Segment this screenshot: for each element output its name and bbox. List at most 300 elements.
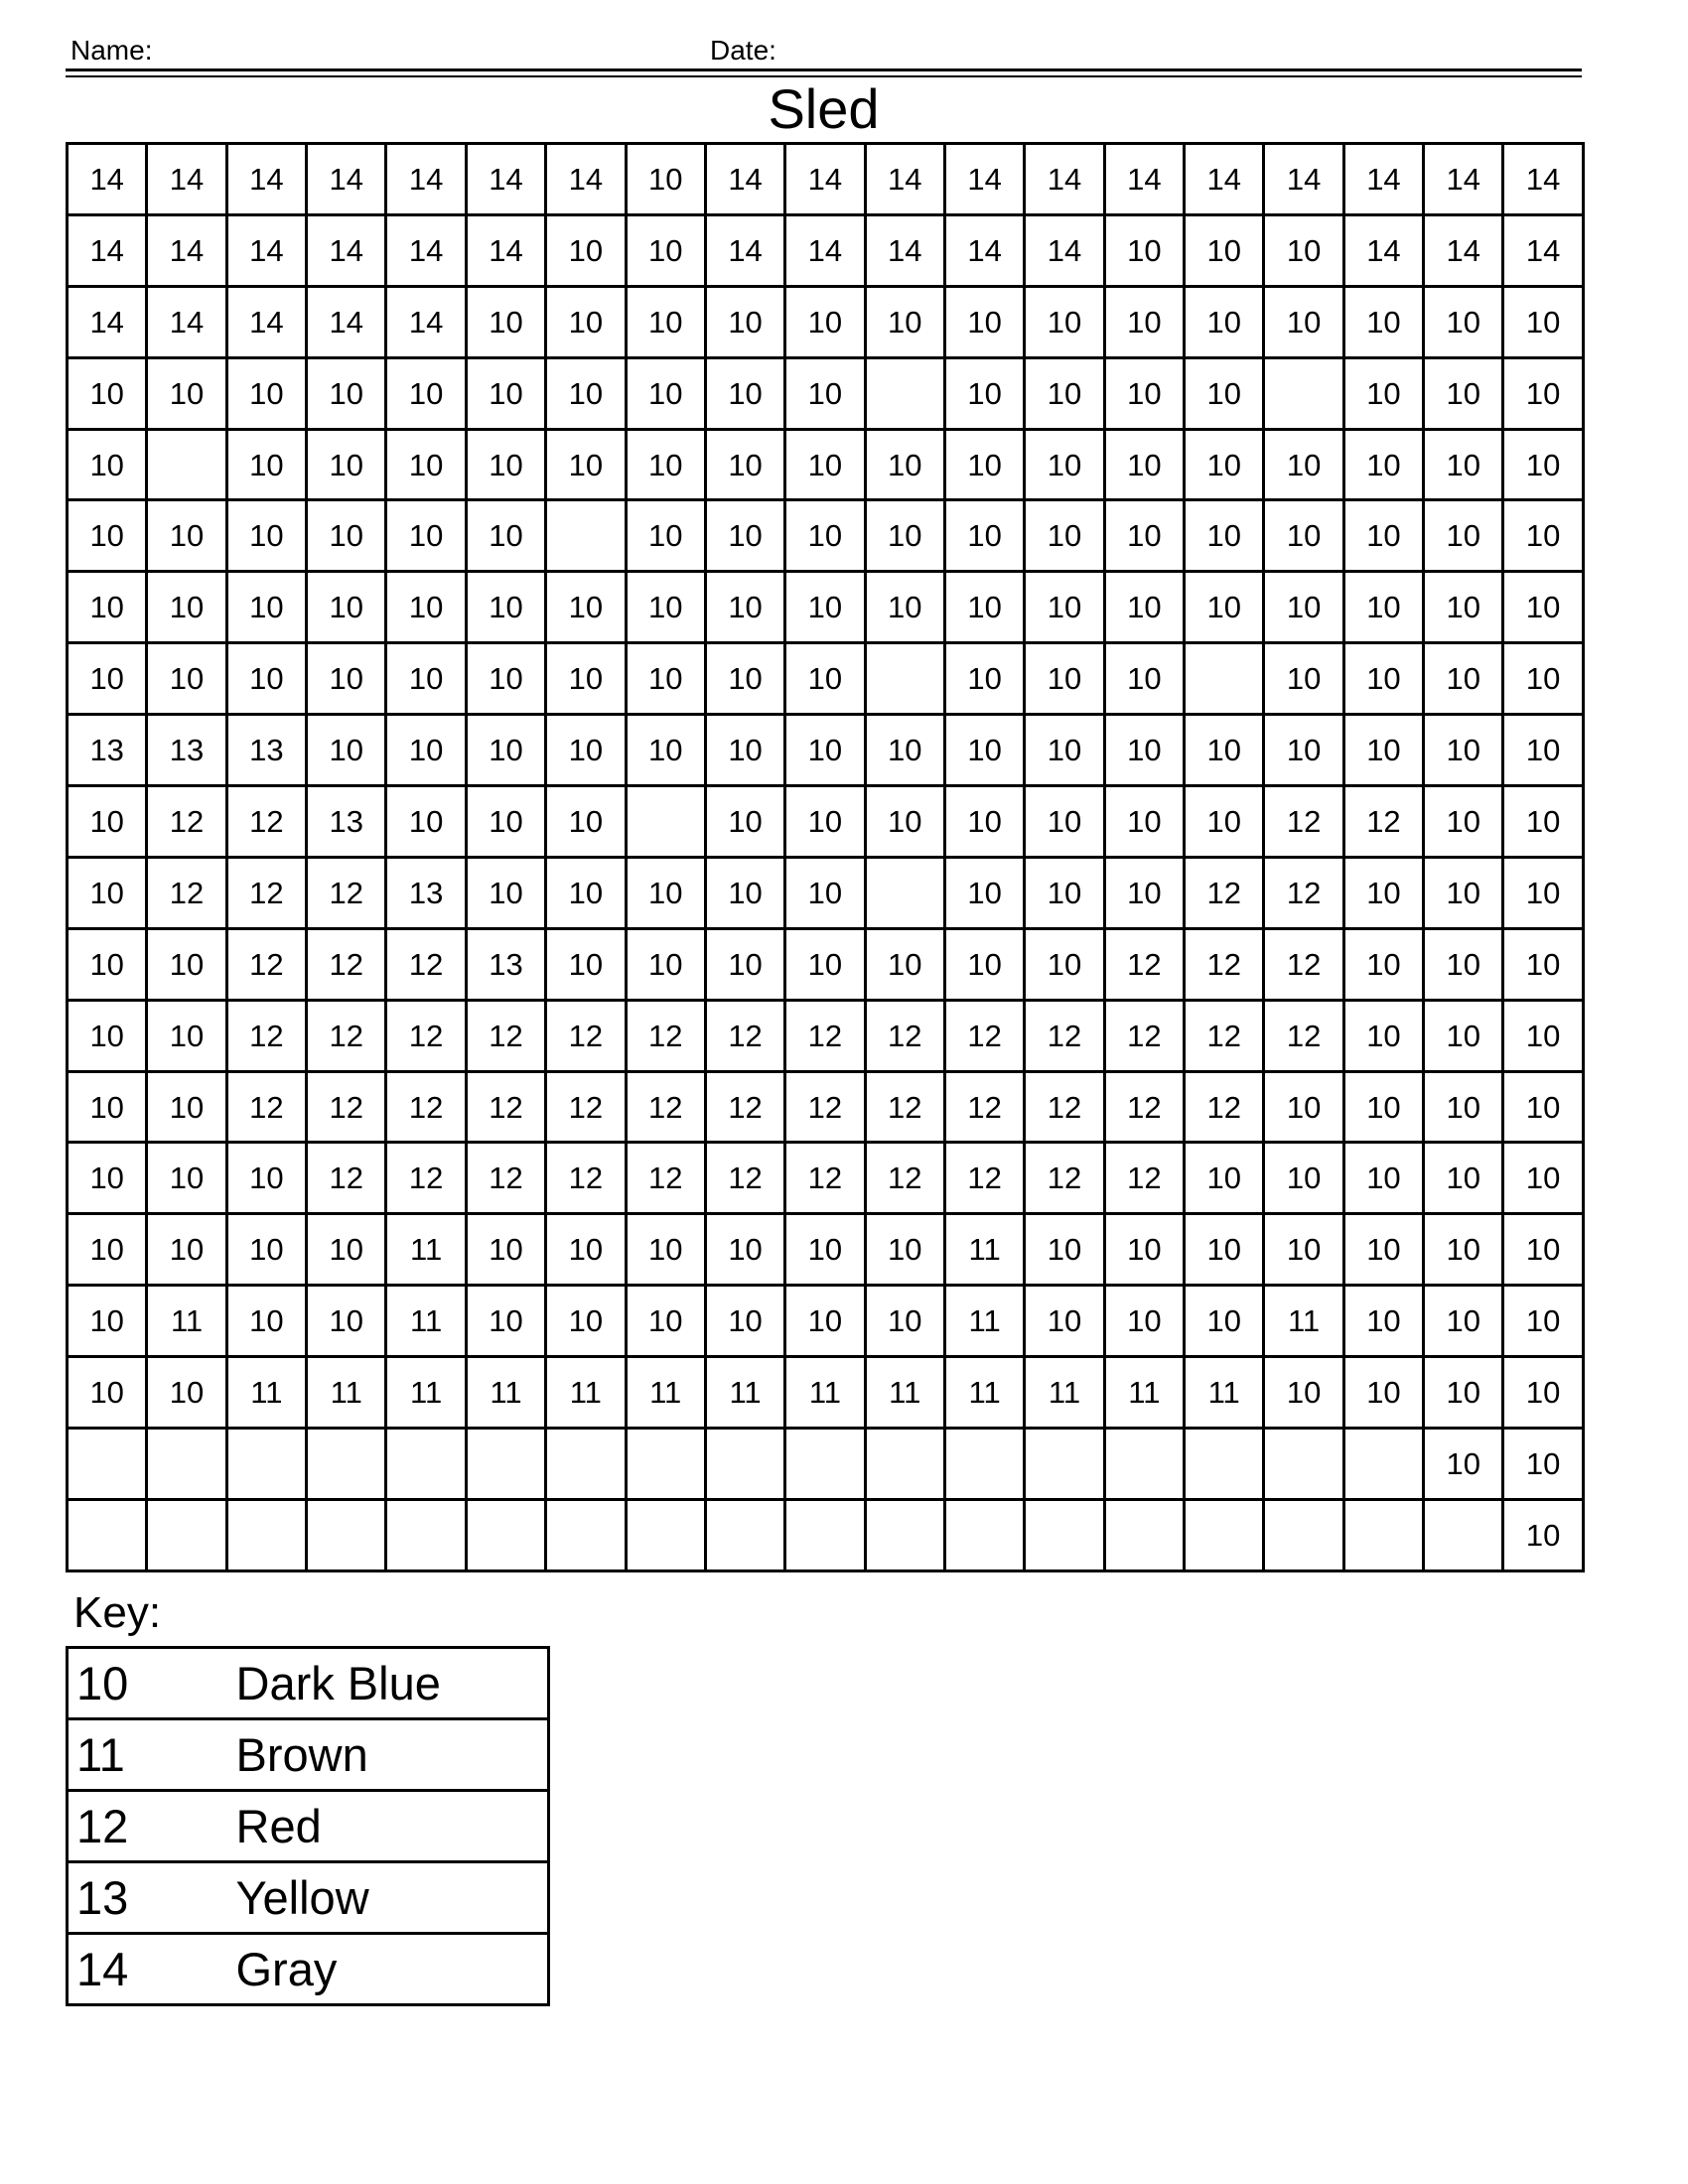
grid-cell (307, 1499, 386, 1570)
grid-cell: 12 (1343, 786, 1423, 858)
grid-cell: 10 (466, 715, 545, 786)
grid-cell: 10 (226, 429, 306, 500)
grid-cell: 12 (226, 1071, 306, 1143)
grid-cell: 10 (865, 286, 944, 357)
grid-cell: 10 (68, 572, 147, 643)
grid-cell: 10 (386, 429, 466, 500)
grid-row (68, 857, 1584, 928)
grid-cell: 14 (226, 214, 306, 286)
grid-cell: 14 (307, 214, 386, 286)
grid-cell: 10 (226, 1214, 306, 1286)
grid-cell: 10 (1503, 1143, 1583, 1214)
grid-cell (705, 1429, 784, 1500)
grid-cell: 10 (1025, 715, 1104, 786)
grid-cell (226, 1429, 306, 1500)
grid-cell: 10 (785, 1286, 865, 1357)
grid-row (68, 715, 1584, 786)
grid-cell: 14 (865, 144, 944, 215)
grid-cell: 10 (546, 214, 626, 286)
grid-cell: 10 (1104, 500, 1184, 572)
grid-cell: 14 (466, 144, 545, 215)
grid-cell: 14 (865, 214, 944, 286)
grid-cell: 10 (705, 572, 784, 643)
grid-cell: 10 (1104, 857, 1184, 928)
grid-cell: 10 (147, 1357, 226, 1429)
grid-cell: 13 (147, 715, 226, 786)
grid-cell: 10 (147, 1143, 226, 1214)
grid-cell: 10 (1424, 286, 1503, 357)
grid-cell: 10 (705, 786, 784, 858)
header-rule-top (66, 68, 1582, 71)
grid-cell (546, 1429, 626, 1500)
grid-cell: 10 (1343, 1357, 1423, 1429)
grid-cell: 10 (1424, 1143, 1503, 1214)
grid-cell: 10 (1343, 643, 1423, 715)
grid-cell: 10 (1503, 1357, 1583, 1429)
key-color-name: Red (236, 1791, 549, 1862)
grid-row (68, 1499, 1584, 1570)
grid-cell: 12 (1104, 1143, 1184, 1214)
grid-cell (147, 1429, 226, 1500)
grid-cell: 10 (1264, 1071, 1343, 1143)
grid-cell: 12 (865, 1071, 944, 1143)
grid-cell: 10 (944, 715, 1024, 786)
key-number: 10 (68, 1648, 236, 1719)
grid-cell: 14 (466, 214, 545, 286)
grid-cell: 10 (1264, 643, 1343, 715)
grid-cell: 10 (1264, 286, 1343, 357)
grid-cell: 12 (785, 1143, 865, 1214)
grid-cell: 12 (865, 1000, 944, 1071)
grid-cell: 10 (1264, 1357, 1343, 1429)
grid-cell: 10 (1503, 286, 1583, 357)
grid-cell: 10 (147, 643, 226, 715)
grid-cell: 10 (546, 715, 626, 786)
grid-cell: 10 (68, 786, 147, 858)
grid-cell: 13 (307, 786, 386, 858)
grid-cell: 14 (1264, 144, 1343, 215)
grid-cell: 10 (226, 643, 306, 715)
grid-row (68, 286, 1584, 357)
grid-cell: 10 (944, 857, 1024, 928)
grid-row (68, 786, 1584, 858)
grid-cell: 10 (785, 643, 865, 715)
grid-cell: 10 (1424, 429, 1503, 500)
grid-cell: 10 (1104, 643, 1184, 715)
grid-cell: 12 (307, 1000, 386, 1071)
grid-cell: 10 (1104, 715, 1184, 786)
grid-cell: 12 (1025, 1143, 1104, 1214)
grid-cell: 12 (226, 1000, 306, 1071)
grid-cell: 10 (705, 500, 784, 572)
grid-cell: 10 (1503, 1286, 1583, 1357)
grid-cell: 10 (705, 1214, 784, 1286)
grid-cell: 10 (1025, 786, 1104, 858)
grid-cell: 10 (68, 857, 147, 928)
grid-cell: 10 (705, 357, 784, 429)
grid-cell: 14 (1424, 214, 1503, 286)
grid-cell: 10 (1424, 357, 1503, 429)
grid-cell: 10 (944, 643, 1024, 715)
grid-cell: 10 (1025, 857, 1104, 928)
grid-row (68, 1286, 1584, 1357)
grid-cell (1185, 1499, 1264, 1570)
grid-cell (68, 1429, 147, 1500)
grid-cell: 10 (785, 715, 865, 786)
grid-cell: 10 (1185, 286, 1264, 357)
grid-cell: 11 (147, 1286, 226, 1357)
key-color-name: Brown (236, 1719, 549, 1791)
grid-cell: 10 (68, 928, 147, 1000)
grid-cell: 12 (785, 1071, 865, 1143)
grid-cell: 11 (1104, 1357, 1184, 1429)
grid-cell: 10 (68, 1214, 147, 1286)
grid-cell: 10 (1025, 1214, 1104, 1286)
grid-cell (865, 857, 944, 928)
grid-cell: 10 (865, 1214, 944, 1286)
grid-cell: 11 (386, 1214, 466, 1286)
grid-cell: 10 (226, 1286, 306, 1357)
grid-cell: 10 (1104, 286, 1184, 357)
grid-cell: 10 (1503, 1429, 1583, 1500)
grid-cell: 14 (147, 286, 226, 357)
grid-cell: 10 (705, 429, 784, 500)
grid-cell: 12 (626, 1000, 705, 1071)
grid-cell: 10 (1503, 643, 1583, 715)
grid-cell: 10 (307, 715, 386, 786)
grid-cell: 10 (1025, 572, 1104, 643)
grid-cell: 10 (944, 429, 1024, 500)
grid-cell (68, 1499, 147, 1570)
grid-cell: 14 (944, 214, 1024, 286)
grid-cell: 10 (1503, 357, 1583, 429)
grid-row (68, 144, 1584, 215)
key-row (68, 1719, 549, 1791)
grid-cell: 10 (1104, 357, 1184, 429)
grid-cell: 12 (1185, 1000, 1264, 1071)
grid-cell: 10 (147, 928, 226, 1000)
grid-cell (1185, 1429, 1264, 1500)
grid-cell: 10 (1503, 857, 1583, 928)
grid-cell: 10 (1424, 643, 1503, 715)
grid-cell: 10 (226, 500, 306, 572)
grid-cell: 12 (307, 857, 386, 928)
grid-cell: 11 (705, 1357, 784, 1429)
key-row (68, 1934, 549, 2005)
grid-cell: 10 (466, 786, 545, 858)
grid-cell: 10 (1025, 500, 1104, 572)
grid-cell: 10 (68, 1071, 147, 1143)
grid-row (68, 643, 1584, 715)
grid-cell: 12 (226, 928, 306, 1000)
grid-cell: 10 (1025, 357, 1104, 429)
grid-cell: 13 (68, 715, 147, 786)
grid-cell: 11 (226, 1357, 306, 1429)
grid-cell: 10 (1503, 500, 1583, 572)
grid-cell: 10 (466, 857, 545, 928)
grid-cell: 10 (1343, 500, 1423, 572)
grid-cell: 12 (1104, 1071, 1184, 1143)
grid-cell: 12 (226, 857, 306, 928)
grid-cell: 12 (1025, 1071, 1104, 1143)
grid-cell: 10 (1503, 928, 1583, 1000)
grid-cell: 12 (1264, 786, 1343, 858)
grid-cell: 11 (466, 1357, 545, 1429)
grid-row (68, 429, 1584, 500)
grid-cell: 14 (307, 286, 386, 357)
grid-cell: 10 (307, 357, 386, 429)
grid-cell: 11 (1025, 1357, 1104, 1429)
grid-cell: 14 (785, 144, 865, 215)
grid-cell: 10 (1025, 1286, 1104, 1357)
grid-cell: 10 (1104, 214, 1184, 286)
grid-cell: 10 (785, 500, 865, 572)
grid-cell: 10 (307, 1214, 386, 1286)
grid-cell: 10 (147, 1214, 226, 1286)
grid-cell: 10 (466, 1214, 545, 1286)
key-title: Key: (73, 1588, 162, 1637)
grid-cell: 10 (386, 786, 466, 858)
grid-cell: 12 (705, 1000, 784, 1071)
grid-cell: 12 (1104, 1000, 1184, 1071)
grid-cell: 10 (466, 643, 545, 715)
grid-cell: 10 (1503, 715, 1583, 786)
grid-cell: 10 (307, 500, 386, 572)
grid-cell: 10 (307, 572, 386, 643)
grid-cell: 14 (546, 144, 626, 215)
grid-cell: 14 (944, 144, 1024, 215)
grid-cell: 10 (1343, 857, 1423, 928)
grid-cell: 10 (466, 1286, 545, 1357)
grid-cell: 10 (546, 357, 626, 429)
grid-cell: 14 (1343, 214, 1423, 286)
grid-cell (386, 1429, 466, 1500)
grid-cell: 10 (865, 786, 944, 858)
grid-cell: 10 (1343, 715, 1423, 786)
grid-cell: 10 (626, 1286, 705, 1357)
grid-cell: 10 (1185, 1286, 1264, 1357)
grid-cell: 10 (1025, 928, 1104, 1000)
grid-cell: 10 (546, 1214, 626, 1286)
grid-cell: 10 (1424, 1286, 1503, 1357)
grid-cell: 14 (386, 214, 466, 286)
grid-row (68, 1071, 1584, 1143)
grid-cell: 10 (1025, 429, 1104, 500)
grid-cell: 12 (705, 1071, 784, 1143)
grid-cell: 11 (865, 1357, 944, 1429)
grid-cell: 10 (68, 357, 147, 429)
grid-cell: 10 (1185, 214, 1264, 286)
grid-cell: 12 (466, 1000, 545, 1071)
grid-cell: 10 (1104, 1214, 1184, 1286)
grid-cell: 10 (705, 715, 784, 786)
grid-cell: 14 (705, 144, 784, 215)
grid-cell: 10 (1185, 1214, 1264, 1286)
grid-cell: 11 (386, 1357, 466, 1429)
grid-cell: 10 (546, 643, 626, 715)
grid-cell: 10 (865, 429, 944, 500)
grid-cell (865, 357, 944, 429)
grid-cell: 12 (386, 1071, 466, 1143)
grid-cell: 10 (1343, 1071, 1423, 1143)
grid-cell: 14 (1424, 144, 1503, 215)
grid-cell: 10 (1185, 357, 1264, 429)
date-label: Date: (710, 35, 776, 66)
grid-cell: 10 (1424, 572, 1503, 643)
grid-cell: 10 (1264, 214, 1343, 286)
grid-cell: 10 (226, 1143, 306, 1214)
grid-cell: 10 (1185, 1143, 1264, 1214)
grid-cell: 14 (147, 144, 226, 215)
grid-cell: 14 (226, 286, 306, 357)
grid-cell: 14 (386, 286, 466, 357)
grid-cell: 10 (944, 357, 1024, 429)
grid-cell: 12 (705, 1143, 784, 1214)
grid-cell (1343, 1499, 1423, 1570)
grid-cell: 10 (944, 572, 1024, 643)
grid-cell: 10 (944, 786, 1024, 858)
grid-cell (546, 1499, 626, 1570)
key-color-name: Gray (236, 1934, 549, 2005)
key-number: 14 (68, 1934, 236, 2005)
grid-cell: 12 (865, 1143, 944, 1214)
grid-cell: 10 (466, 286, 545, 357)
grid-cell: 10 (1503, 1499, 1583, 1570)
grid-cell: 12 (944, 1143, 1024, 1214)
grid-cell: 12 (147, 857, 226, 928)
grid-cell: 12 (944, 1071, 1024, 1143)
grid-cell: 10 (626, 715, 705, 786)
grid-cell: 10 (386, 357, 466, 429)
grid-row (68, 572, 1584, 643)
grid-cell: 10 (626, 286, 705, 357)
grid-cell: 10 (1424, 1214, 1503, 1286)
grid-cell: 10 (1185, 715, 1264, 786)
grid-cell: 10 (1503, 572, 1583, 643)
grid-cell: 12 (546, 1143, 626, 1214)
grid-cell: 14 (386, 144, 466, 215)
grid-cell: 12 (546, 1000, 626, 1071)
grid-cell: 14 (1185, 144, 1264, 215)
grid-cell: 10 (626, 572, 705, 643)
grid-cell: 11 (386, 1286, 466, 1357)
grid-cell: 14 (1025, 144, 1104, 215)
grid-cell: 10 (1424, 1429, 1503, 1500)
grid-cell: 10 (147, 572, 226, 643)
grid-cell: 10 (226, 572, 306, 643)
grid-cell: 10 (546, 572, 626, 643)
grid-cell: 14 (68, 144, 147, 215)
grid-body (68, 144, 1584, 1571)
grid-cell: 12 (386, 1143, 466, 1214)
grid-cell: 10 (785, 1214, 865, 1286)
grid-cell: 11 (307, 1357, 386, 1429)
grid-row (68, 1357, 1584, 1429)
grid-cell (307, 1429, 386, 1500)
grid-cell: 10 (1343, 928, 1423, 1000)
grid-cell: 10 (1264, 429, 1343, 500)
grid-cell: 10 (705, 857, 784, 928)
grid-cell: 10 (1424, 715, 1503, 786)
grid-cell: 10 (1424, 857, 1503, 928)
key-row (68, 1648, 549, 1719)
grid-cell: 10 (68, 429, 147, 500)
grid-cell: 14 (1503, 214, 1583, 286)
grid-cell (226, 1499, 306, 1570)
grid-row (68, 500, 1584, 572)
grid-cell: 12 (944, 1000, 1024, 1071)
grid-cell (466, 1429, 545, 1500)
grid-cell: 12 (1185, 1071, 1264, 1143)
grid-cell: 14 (1503, 144, 1583, 215)
grid-cell: 10 (1424, 786, 1503, 858)
grid-cell (1025, 1499, 1104, 1570)
grid-cell: 12 (546, 1071, 626, 1143)
grid-cell: 10 (865, 500, 944, 572)
grid-cell: 10 (626, 500, 705, 572)
grid-cell (1264, 1429, 1343, 1500)
grid-cell: 12 (1025, 1000, 1104, 1071)
grid-cell: 12 (307, 928, 386, 1000)
grid-cell: 10 (785, 928, 865, 1000)
grid-cell: 12 (307, 1143, 386, 1214)
grid-cell: 12 (626, 1071, 705, 1143)
grid-cell: 12 (147, 786, 226, 858)
grid-cell: 10 (147, 1071, 226, 1143)
grid-cell: 12 (1185, 928, 1264, 1000)
grid-cell (785, 1499, 865, 1570)
grid-cell: 10 (1264, 1143, 1343, 1214)
grid-row (68, 1143, 1584, 1214)
grid-cell: 10 (785, 429, 865, 500)
grid-cell (1104, 1499, 1184, 1570)
grid-cell (1104, 1429, 1184, 1500)
grid-cell: 10 (1503, 1071, 1583, 1143)
grid-cell: 10 (1424, 500, 1503, 572)
grid-cell (1185, 643, 1264, 715)
grid-cell: 10 (1424, 928, 1503, 1000)
grid-cell (147, 1499, 226, 1570)
grid-cell (546, 500, 626, 572)
grid-cell: 10 (865, 928, 944, 1000)
grid-cell: 10 (546, 1286, 626, 1357)
grid-cell: 10 (466, 429, 545, 500)
grid-cell: 10 (785, 286, 865, 357)
grid-cell: 10 (226, 357, 306, 429)
key-number: 12 (68, 1791, 236, 1862)
grid-cell: 10 (1343, 286, 1423, 357)
grid-cell: 12 (307, 1071, 386, 1143)
grid-cell (626, 1429, 705, 1500)
grid-cell: 10 (1185, 786, 1264, 858)
grid-cell: 10 (307, 429, 386, 500)
grid-cell: 10 (386, 500, 466, 572)
color-key-table (66, 1646, 550, 2006)
grid-cell: 10 (546, 429, 626, 500)
grid-cell: 10 (546, 286, 626, 357)
grid-cell (1343, 1429, 1423, 1500)
grid-cell: 10 (147, 1000, 226, 1071)
name-label: Name: (70, 35, 153, 66)
grid-cell: 10 (1264, 1214, 1343, 1286)
grid-cell: 14 (785, 214, 865, 286)
grid-cell: 10 (1104, 429, 1184, 500)
grid-cell: 10 (705, 1286, 784, 1357)
grid-cell: 14 (307, 144, 386, 215)
grid-cell: 10 (546, 928, 626, 1000)
key-color-name: Yellow (236, 1862, 549, 1934)
grid-cell: 12 (466, 1143, 545, 1214)
